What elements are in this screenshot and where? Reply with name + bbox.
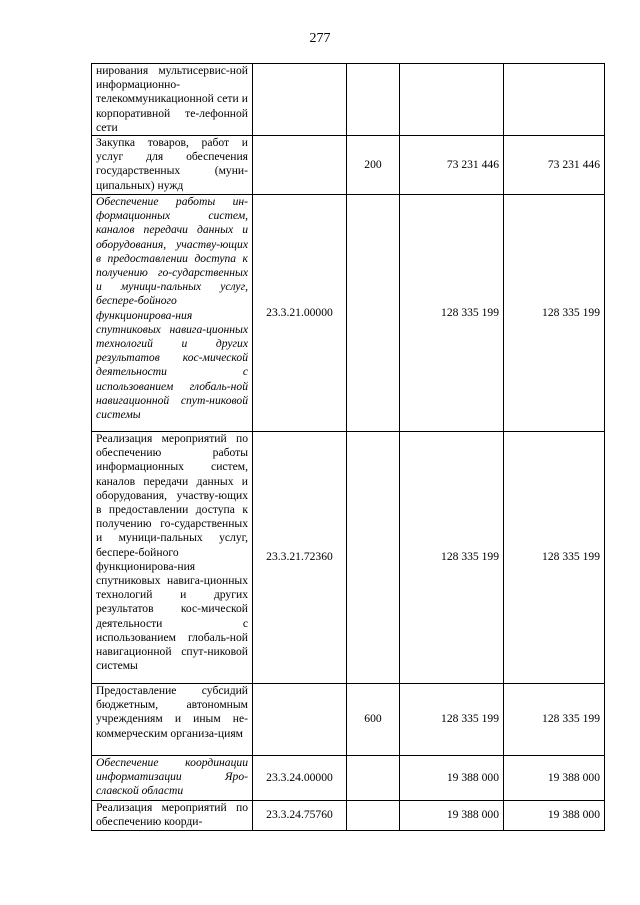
item-name-cell: Закупка товаров, работ и услуг для обеспечения государственных (муни-ципальных) нужд bbox=[92, 136, 253, 195]
expense-type-cell bbox=[347, 801, 400, 831]
amount-cell: 128 335 199 bbox=[504, 195, 605, 432]
item-name-cell: нирования мультисервис-ной информационно-телекоммуникационной сети и корпоративной те-лефонной сети bbox=[92, 64, 253, 136]
item-name-cell: Предоставление субсидий бюджетным, автономным учреждениям и иным не-коммерческим организа-циям bbox=[92, 684, 253, 756]
target-code-cell: 23.3.24.00000 bbox=[253, 756, 347, 801]
expense-type-cell: 200 bbox=[347, 136, 400, 195]
amount-cell: 128 335 199 bbox=[504, 684, 605, 756]
expense-type-cell bbox=[347, 756, 400, 801]
amount-cell: 19 388 000 bbox=[504, 756, 605, 801]
item-name-cell: Реализация мероприятий по обеспечению работы информационных систем, каналов передачи данных и оборудования, участву-ющих в предоставлении доступа к получению го-сударственных и муници-пальных услуг, беспере-бойного функционирова-ния спутниковых навига-ционных технологий и других результатов кос-мической деятельности с использованием глобаль-ной навигационной спут-никовой системы bbox=[92, 432, 253, 684]
amount-cell: 128 335 199 bbox=[400, 432, 504, 684]
item-name-cell: Реализация мероприятий по обеспечению коорди- bbox=[92, 801, 253, 831]
amount-cell: 19 388 000 bbox=[504, 801, 605, 831]
target-code-cell bbox=[253, 684, 347, 756]
amount-cell: 128 335 199 bbox=[400, 684, 504, 756]
target-code-cell: 23.3.24.75760 bbox=[253, 801, 347, 831]
budget-table bbox=[91, 63, 605, 831]
expense-type-cell: 600 bbox=[347, 684, 400, 756]
target-code-cell bbox=[253, 136, 347, 195]
item-name-cell: Обеспечение работы ин-формационных систем, каналов передачи данных и оборудования, участву-ющих в предоставлении доступа к получению го-сударственных и муници-пальных услуг, беспере-бойного функционирова-ния спутниковых навига-ционных технологий и других результатов кос-мической деятельности с использованием глобаль-ной навигационной спут-никовой системы bbox=[92, 195, 253, 432]
expense-type-cell bbox=[347, 432, 400, 684]
amount-cell: 19 388 000 bbox=[400, 801, 504, 831]
target-code-cell: 23.3.21.00000 bbox=[253, 195, 347, 432]
table-row bbox=[92, 64, 605, 136]
table-row bbox=[92, 684, 605, 756]
table-row bbox=[92, 432, 605, 684]
target-code-cell bbox=[253, 64, 347, 136]
page-number: 277 bbox=[309, 31, 331, 46]
amount-cell bbox=[400, 64, 504, 136]
item-name-cell: Обеспечение координации информатизации Яро-славской области bbox=[92, 756, 253, 801]
expense-type-cell bbox=[347, 64, 400, 136]
table-row bbox=[92, 756, 605, 801]
target-code-cell: 23.3.21.72360 bbox=[253, 432, 347, 684]
amount-cell bbox=[504, 64, 605, 136]
amount-cell: 19 388 000 bbox=[400, 756, 504, 801]
expense-type-cell bbox=[347, 195, 400, 432]
amount-cell: 73 231 446 bbox=[504, 136, 605, 195]
amount-cell: 73 231 446 bbox=[400, 136, 504, 195]
table-row bbox=[92, 136, 605, 195]
amount-cell: 128 335 199 bbox=[400, 195, 504, 432]
amount-cell: 128 335 199 bbox=[504, 432, 605, 684]
table-row bbox=[92, 801, 605, 831]
table-row bbox=[92, 195, 605, 432]
